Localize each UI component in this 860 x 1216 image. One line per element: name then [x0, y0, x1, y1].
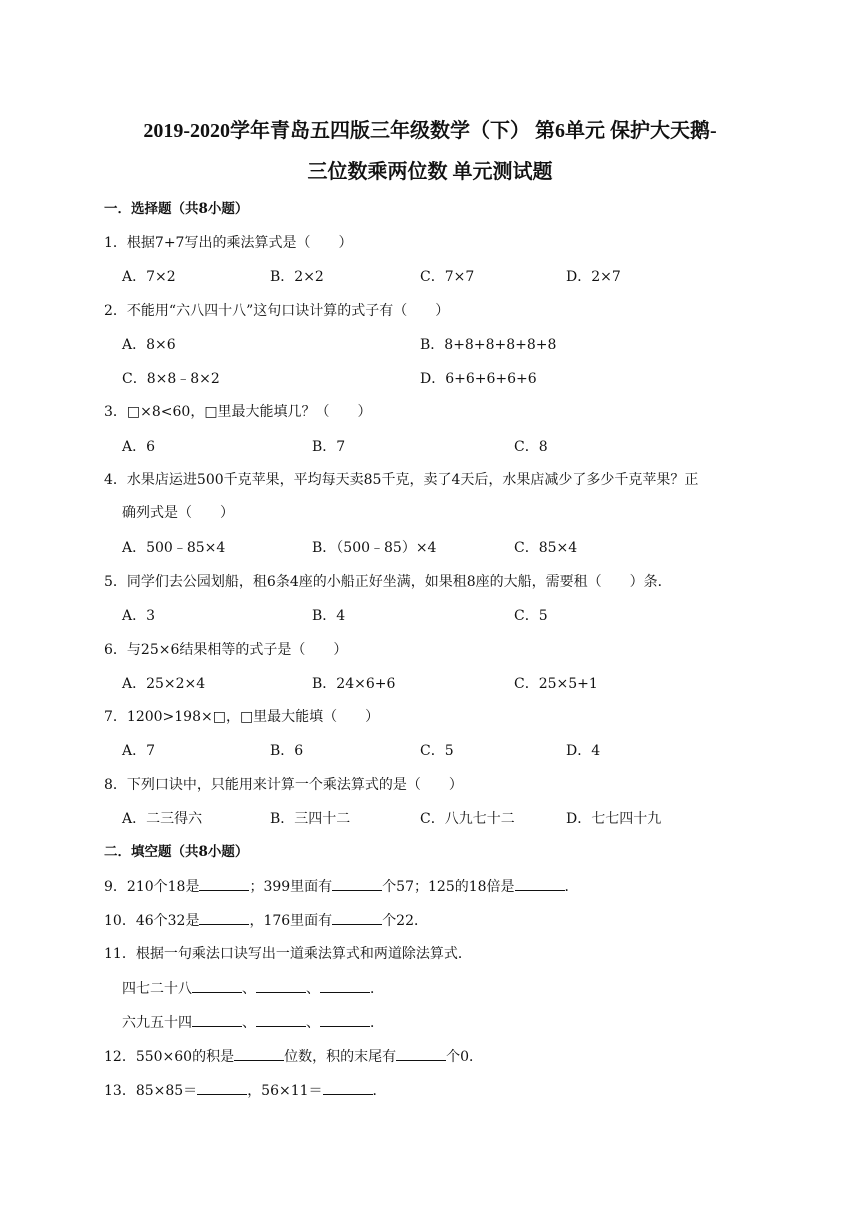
- q5-option-a: A．3: [122, 608, 156, 624]
- q4-option-c: C．85×4: [514, 540, 578, 556]
- q2-option-a: A．8×6: [122, 337, 176, 353]
- q7-option-b: B．6: [270, 743, 304, 759]
- q8-option-d: D．七七四十九: [566, 811, 662, 827]
- q9-text-1: 9．210个18是: [104, 879, 200, 895]
- q6-option-c: C．25×5+1: [514, 676, 598, 692]
- question-12: [104, 1046, 483, 1067]
- question-7: 7．1200>198×□，□里最大能填（ ）: [104, 709, 380, 725]
- q1-option-d: D．2×7: [566, 269, 621, 285]
- q5-option-c: C．5: [514, 608, 548, 624]
- q12-text-3: 个0．: [446, 1049, 484, 1065]
- q8-option-a: A．二三得六: [122, 811, 203, 827]
- q2-option-b: B．8+8+8+8+8+8: [420, 337, 557, 353]
- q4-option-b: B．（500﹣85）×4: [312, 540, 437, 556]
- period: ．: [370, 981, 384, 997]
- answer-blank[interactable]: [320, 1012, 370, 1027]
- answer-blank[interactable]: [515, 876, 565, 891]
- section-heading-fill: 二．填空题（共8小题）: [104, 844, 249, 860]
- q8-option-b: B．三四十二: [270, 811, 351, 827]
- page-title-line-1: 2019-2020学年青岛五四版三年级数学（下） 第6单元 保护大天鹅-: [143, 120, 717, 142]
- q1-option-c: C．7×7: [420, 269, 475, 285]
- answer-blank[interactable]: [256, 1012, 306, 1027]
- separator: 、: [306, 981, 320, 997]
- q11-row-2: [122, 1012, 384, 1033]
- q9-text-2: ；399里面有: [249, 879, 333, 895]
- q3-option-b: B．7: [312, 439, 346, 455]
- q3-option-c: C．8: [514, 439, 548, 455]
- separator: 、: [242, 981, 256, 997]
- separator: 、: [306, 1015, 320, 1031]
- q2-option-c: C．8×8﹣8×2: [122, 371, 220, 387]
- question-9: [104, 876, 579, 897]
- question-5: 5．同学们去公园划船，租6条4座的小船正好坐满，如果租8座的大船，需要租（ ）条．: [104, 574, 672, 590]
- question-10: [104, 910, 428, 931]
- question-3: 3．□×8<60，□里最大能填几？（ ）: [104, 404, 372, 420]
- q8-option-c: C．八九七十二: [420, 811, 515, 827]
- q1-option-b: B．2×2: [270, 269, 324, 285]
- q7-option-c: C．5: [420, 743, 454, 759]
- question-13: [104, 1080, 387, 1101]
- question-4-line-2: 确列式是（ ）: [122, 505, 234, 521]
- q3-option-a: A．6: [122, 439, 156, 455]
- q13-text-2: ，56×11＝: [247, 1083, 323, 1099]
- q1-option-a: A．7×2: [122, 269, 176, 285]
- separator: 、: [242, 1015, 256, 1031]
- answer-blank[interactable]: [234, 1046, 284, 1061]
- q5-option-b: B．4: [312, 608, 346, 624]
- answer-blank[interactable]: [320, 978, 370, 993]
- q6-option-a: A．25×2×4: [122, 676, 206, 692]
- q6-option-b: B．24×6+6: [312, 676, 396, 692]
- answer-blank[interactable]: [396, 1046, 446, 1061]
- question-4-line-1: 4．水果店运进500千克苹果，平均每天卖85千克，卖了4天后，水果店减少了多少千克苹果？正: [104, 472, 699, 488]
- answer-blank[interactable]: [332, 876, 382, 891]
- answer-blank[interactable]: [256, 978, 306, 993]
- q11-row-1: [122, 978, 384, 999]
- q11-row-2-label: 六九五十四: [122, 1015, 192, 1031]
- q12-text-2: 位数，积的末尾有: [284, 1049, 397, 1065]
- page-title-line-2: 三位数乘两位数 单元测试题: [307, 161, 553, 183]
- answer-blank[interactable]: [192, 1012, 242, 1027]
- q13-text-3: ．: [372, 1083, 387, 1099]
- section-heading-choice: 一．选择题（共8小题）: [104, 201, 249, 217]
- q2-option-d: D．6+6+6+6+6: [420, 371, 537, 387]
- q10-text-2: ，176里面有: [249, 913, 333, 929]
- q4-option-a: A．500﹣85×4: [122, 540, 226, 556]
- question-6: 6．与25×6结果相等的式子是（ ）: [104, 642, 348, 658]
- answer-blank[interactable]: [197, 1080, 247, 1095]
- q13-text-1: 13．85×85＝: [104, 1083, 198, 1099]
- q10-text-3: 个22．: [382, 913, 429, 929]
- q12-text-1: 12．550×60的积是: [104, 1049, 235, 1065]
- question-1: 1．根据7+7写出的乘法算式是（ ）: [104, 235, 353, 251]
- answer-blank[interactable]: [323, 1080, 373, 1095]
- answer-blank[interactable]: [199, 876, 249, 891]
- q9-text-3: 个57；125的18倍是: [382, 879, 515, 895]
- answer-blank[interactable]: [332, 910, 382, 925]
- question-11: 11．根据一句乘法口诀写出一道乘法算式和两道除法算式．: [104, 946, 472, 962]
- q10-text-1: 10．46个32是: [104, 913, 200, 929]
- answer-blank[interactable]: [199, 910, 249, 925]
- q7-option-d: D．4: [566, 743, 601, 759]
- period: ．: [370, 1015, 384, 1031]
- question-8: 8．下列口诀中，只能用来计算一个乘法算式的是（ ）: [104, 777, 463, 793]
- q9-text-4: ．: [564, 879, 579, 895]
- q11-row-1-label: 四七二十八: [122, 981, 192, 997]
- question-2: 2．不能用“六八四十八”这句口诀计算的式子有（ ）: [104, 303, 450, 319]
- q7-option-a: A．7: [122, 743, 156, 759]
- answer-blank[interactable]: [192, 978, 242, 993]
